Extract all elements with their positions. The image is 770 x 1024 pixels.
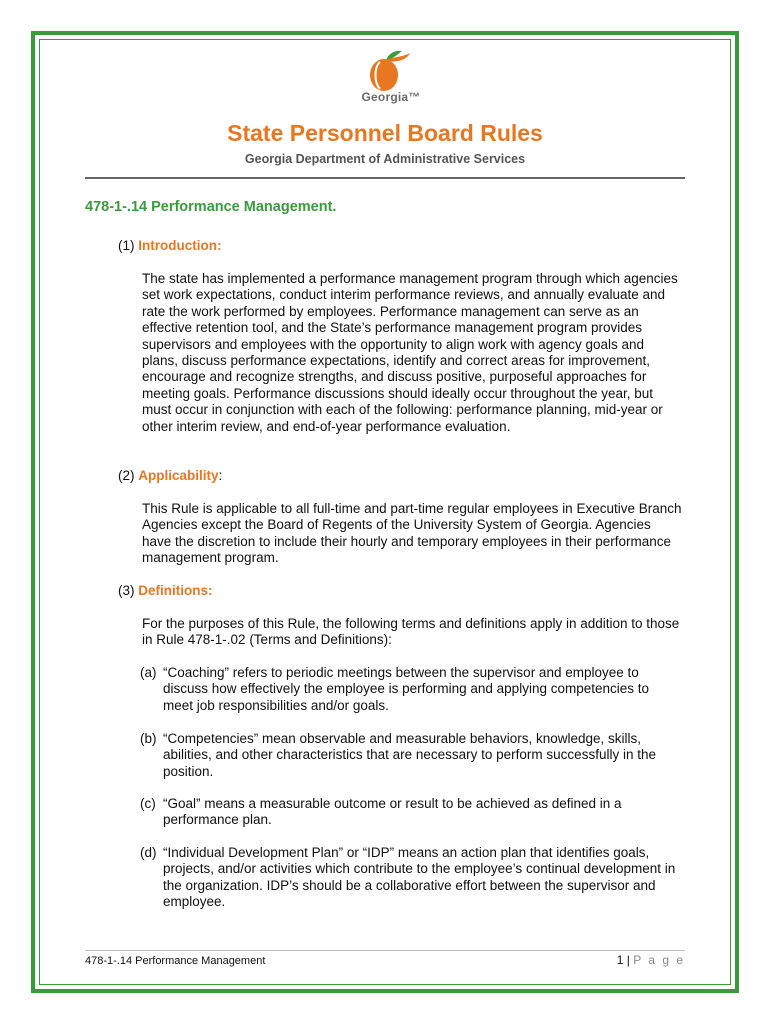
section-2-heading: [118, 468, 222, 483]
section-2-body: This Rule is applicable to all full-time and part-time regular employees in Executive Branch Agencies except the Board of Regents of the University System of Georgia. Agencies have the discretion to include their hourly and temporary employees in their performance management program.: [142, 501, 682, 566]
page-subtitle: Georgia Department of Administrative Services: [244, 152, 526, 166]
definition-text: “Competencies” mean observable and measurable behaviors, knowledge, skills, abilities, and other characteristics that are necessary to perform successfully in the position.: [163, 731, 656, 779]
footer-divider: [85, 950, 685, 951]
section-heading-suffix: :: [218, 468, 223, 483]
section-heading: Applicability: [138, 468, 219, 483]
header-divider: [85, 177, 685, 179]
page-title: State Personnel Board Rules: [227, 120, 543, 146]
section-3-body: For the purposes of this Rule, the following terms and definitions apply in addition to those in Rule 478-1-.02 (Terms and Definitions):: [142, 616, 680, 648]
definition-label: (b): [140, 731, 157, 746]
logo-text: Georgia™: [361, 90, 421, 104]
definition-text: “Goal” means a measurable outcome or result to be achieved as defined in a performance plan.: [163, 796, 622, 828]
section-1-body: The state has implemented a performance management program through which agencies set work expectations, conduct interim performance reviews, and annually evaluate and rate the work performed by employees. Performance management can serve as an effective retention tool, and the State’s performance management program provides supervisors and employees with the opportunity to align work with agency goals and plans, discuss performance expectations, identify and correct areas for improvement, encourage and recognize strengths, and discuss positive, purposeful approaches for meeting goals. Performance discussions should ideally occur throughout the year, but must occur in conjunction with each of the following: performance planning, mid-year or other interim review, and end-of-year performance evaluation.: [142, 271, 678, 434]
page-separator: |: [626, 953, 630, 967]
definition-label: (d): [140, 845, 157, 860]
section-number: (3): [118, 583, 135, 598]
section-3-heading: [118, 583, 213, 598]
definition-text: “Coaching” refers to periodic meetings between the supervisor and employee to discuss how effectively the employee is performing and applying competencies to meet job responsibilities and/or goals.: [163, 665, 650, 713]
section-number: (1): [118, 238, 135, 253]
page-indicator: [617, 953, 685, 967]
section-1-heading: [118, 238, 222, 253]
rule-title: 478-1-.14 Performance Management.: [85, 199, 337, 215]
page-number: 1: [616, 953, 624, 967]
definition-label: (a): [140, 665, 157, 680]
section-heading: Introduction:: [138, 238, 222, 253]
section-heading: Definitions:: [138, 583, 213, 598]
definition-text: “Individual Development Plan” or “IDP” means an action plan that identifies goals, projects, and/or activities which contribute to the employee’s continual development in the organization. IDP’s should be a collaborative effort between the supervisor and employee.: [163, 845, 676, 910]
footer-title: 478-1-.14 Performance Management: [85, 955, 266, 967]
section-number: (2): [118, 468, 135, 483]
definition-label: (c): [140, 796, 156, 811]
page-label: P a g e: [633, 953, 685, 967]
